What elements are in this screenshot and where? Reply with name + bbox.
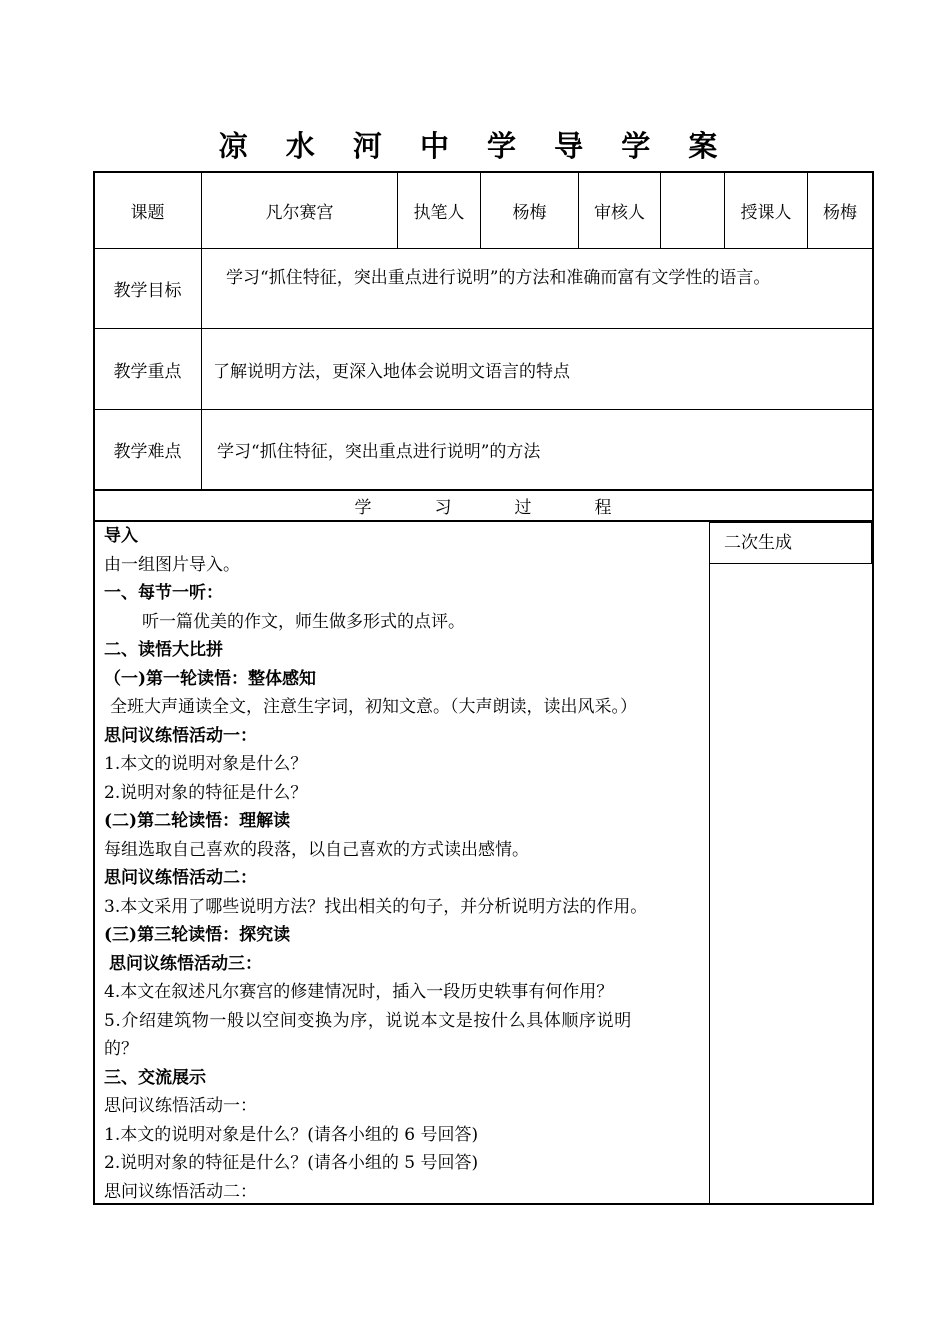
content-line: 每组选取自己喜欢的段落，以自己喜欢的方式读出感情。 <box>104 839 529 860</box>
sub-heading: (三)第三轮读悟：探究读 <box>104 925 291 945</box>
question-line: 1.本文的说明对象是什么？(请各小组的 6 号回答) <box>104 1124 479 1145</box>
process-content <box>104 522 704 1206</box>
sub-heading: （一)第一轮读悟：整体感知 <box>104 668 317 689</box>
section-heading: 三、交流展示 <box>104 1067 206 1088</box>
difficulty-label: 教学难点 <box>113 442 182 462</box>
content-line: 全班大声通读全文，注意生字词，初知文意。（大声朗读，读出风采。） <box>110 697 637 717</box>
question-line: 的？ <box>104 1039 138 1059</box>
activity-heading: 思问议练悟活动一： <box>104 1096 257 1116</box>
question-line: 2.说明对象的特征是什么？(请各小组的 5 号回答) <box>104 1153 479 1173</box>
difficulty-value: 学习“抓住特征，突出重点进行说明”的方法 <box>217 442 541 462</box>
reviewer-label: 审核人 <box>594 202 645 223</box>
topic-value: 凡尔赛宫 <box>265 202 334 223</box>
process-char: 习 <box>434 498 452 518</box>
content-line: 由一组图片导入。 <box>104 554 240 575</box>
author-label: 执笔人 <box>413 202 465 223</box>
activity-heading: 思问议练悟活动三： <box>109 953 262 974</box>
key-value: 了解说明方法，更深入地体会说明文语言的特点 <box>213 361 570 382</box>
reviewer-value <box>661 172 724 248</box>
question-line: 3.本文采用了哪些说明方法？找出相关的句子，并分析说明方法的作用。 <box>104 896 648 917</box>
question-line: 1.本文的说明对象是什么？ <box>104 754 308 774</box>
question-line: 4.本文在叙述凡尔赛宫的修建情况时，插入一段历史轶事有何作用？ <box>104 982 614 1002</box>
teacher-value: 杨梅 <box>823 202 857 223</box>
process-char: 程 <box>594 498 612 518</box>
question-line: 5.介绍建筑物一般以空间变换为序，说说本文是按什么具体顺序说明 <box>104 1010 632 1031</box>
table-border <box>872 171 874 1205</box>
section-heading: 一、每节一听： <box>104 583 223 603</box>
second-generation-label: 二次生成 <box>724 533 792 553</box>
activity-heading: 思问议练悟活动二： <box>104 1181 257 1202</box>
key-label: 教学重点 <box>113 361 182 382</box>
section-heading: 二、读悟大比拼 <box>104 640 223 660</box>
sub-heading: (二)第二轮读悟：理解读 <box>104 811 291 831</box>
goal-value: 学习“抓住特征，突出重点进行说明”的方法和准确而富有文学性的语言。 <box>226 267 771 288</box>
teacher-label: 授课人 <box>740 202 792 223</box>
author-value: 杨梅 <box>512 202 547 223</box>
activity-heading: 思问议练悟活动一： <box>104 725 257 746</box>
table-border <box>93 248 874 249</box>
goal-label: 教学目标 <box>113 281 182 301</box>
process-header <box>93 490 873 521</box>
process-char: 学 <box>354 498 372 518</box>
section-heading: 导入 <box>104 526 138 546</box>
document-title: 凉 水 河 中 学 导 学 案 <box>218 129 732 163</box>
topic-label: 课题 <box>130 202 165 223</box>
process-char: 过 <box>514 498 532 518</box>
table-border <box>709 520 710 1204</box>
question-line: 2.说明对象的特征是什么？ <box>104 782 308 803</box>
activity-heading: 思问议练悟活动二： <box>104 868 257 888</box>
second-generation-box <box>709 522 872 564</box>
content-line: 听一篇优美的作文，师生做多形式的点评。 <box>142 611 465 632</box>
